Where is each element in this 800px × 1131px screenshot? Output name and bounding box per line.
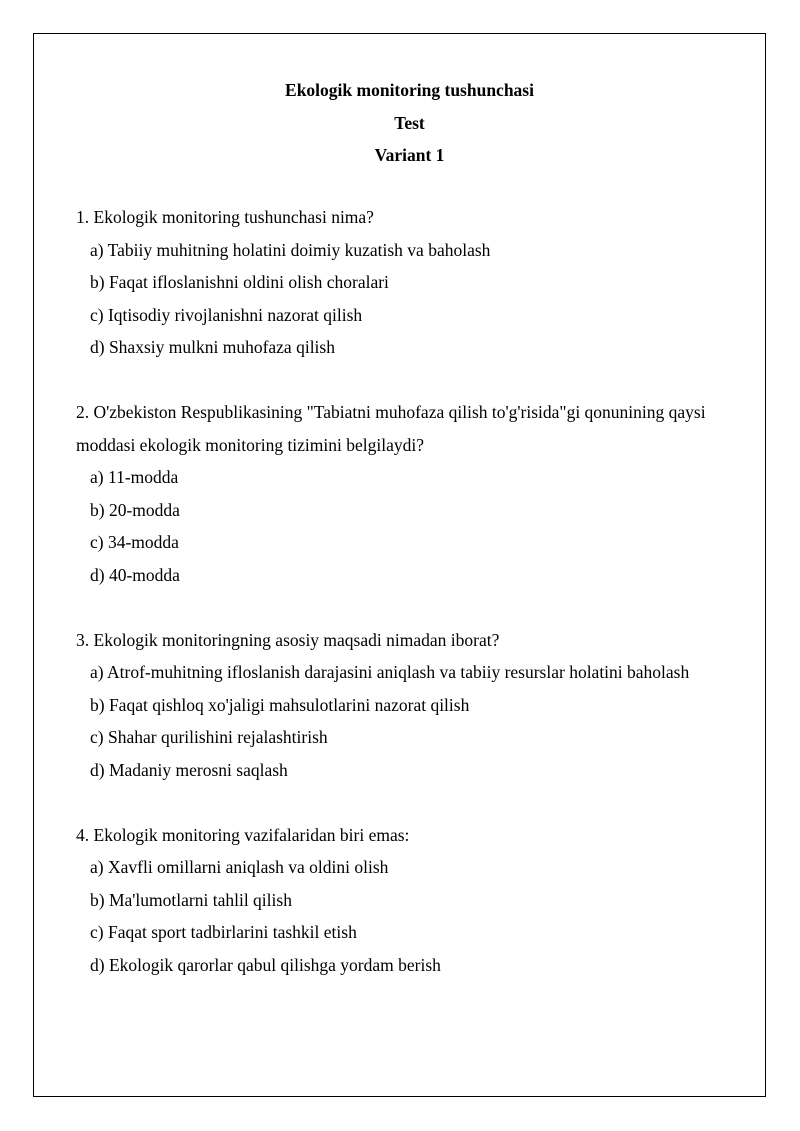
answer-option-a: a) 11-modda xyxy=(90,467,179,487)
question-2 xyxy=(76,396,766,591)
answer-option-a: a) Tabiiy muhitning holatini doimiy kuzatish va baholash xyxy=(90,239,491,260)
answer-option-b: b) 20-modda xyxy=(90,499,180,520)
question-4 xyxy=(76,819,766,982)
answer-option-b: b) Ma'lumotlarni tahlil qilish xyxy=(90,889,292,910)
answer-option-b: b) Faqat qishloq xo'jaligi mahsulotlarini nazorat qilish xyxy=(90,694,470,715)
answer-options xyxy=(76,234,766,364)
question-text: 3. Ekologik monitoringning asosiy maqsadi nimadan iborat? xyxy=(76,629,500,650)
variant-label: Variant 1 xyxy=(374,145,445,166)
question-text: 1. Ekologik monitoring tushunchasi nima? xyxy=(76,207,374,227)
answer-option-a: a) Atrof-muhitning ifloslanish darajasini aniqlash va tabiiy resurslar holatini baholash xyxy=(90,662,690,682)
document-title: Ekologik monitoring tushunchasi xyxy=(285,80,534,100)
answer-option-b: b) Faqat ifloslanishni oldini olish choralari xyxy=(90,272,389,292)
question-text: 4. Ekologik monitoring vazifalaridan biri emas: xyxy=(76,824,410,845)
answer-option-a: a) Xavfli omillarni aniqlash va oldini olish xyxy=(90,857,389,877)
answer-option-d: d) Madaniy merosni saqlash xyxy=(90,759,288,780)
answer-option-d: d) 40-modda xyxy=(90,564,180,585)
answer-option-d: d) Shaxsiy mulkni muhofaza qilish xyxy=(90,337,335,357)
answer-options xyxy=(76,656,766,786)
answer-option-c: c) Shahar qurilishini rejalashtirish xyxy=(90,727,328,747)
question-list xyxy=(76,201,766,1014)
document-subtitle: Test xyxy=(394,112,425,133)
answer-options xyxy=(76,461,766,591)
question-1 xyxy=(76,201,766,364)
answer-option-c: c) Faqat sport tadbirlarini tashkil etish xyxy=(90,922,357,942)
answer-option-c: c) Iqtisodiy rivojlanishni nazorat qilish xyxy=(90,304,363,325)
question-text: 2. O'zbekiston Respublikasining "Tabiatni muhofaza qilish to'g'risida"gi qonunining qaysi moddasi ekologik monitoring tizimini belgilaydi? xyxy=(76,402,706,455)
document-header xyxy=(33,74,786,172)
answer-options xyxy=(76,851,766,981)
answer-option-d: d) Ekologik qarorlar qabul qilishga yordam berish xyxy=(90,954,441,975)
answer-option-c: c) 34-modda xyxy=(90,532,179,552)
question-3 xyxy=(76,624,766,787)
